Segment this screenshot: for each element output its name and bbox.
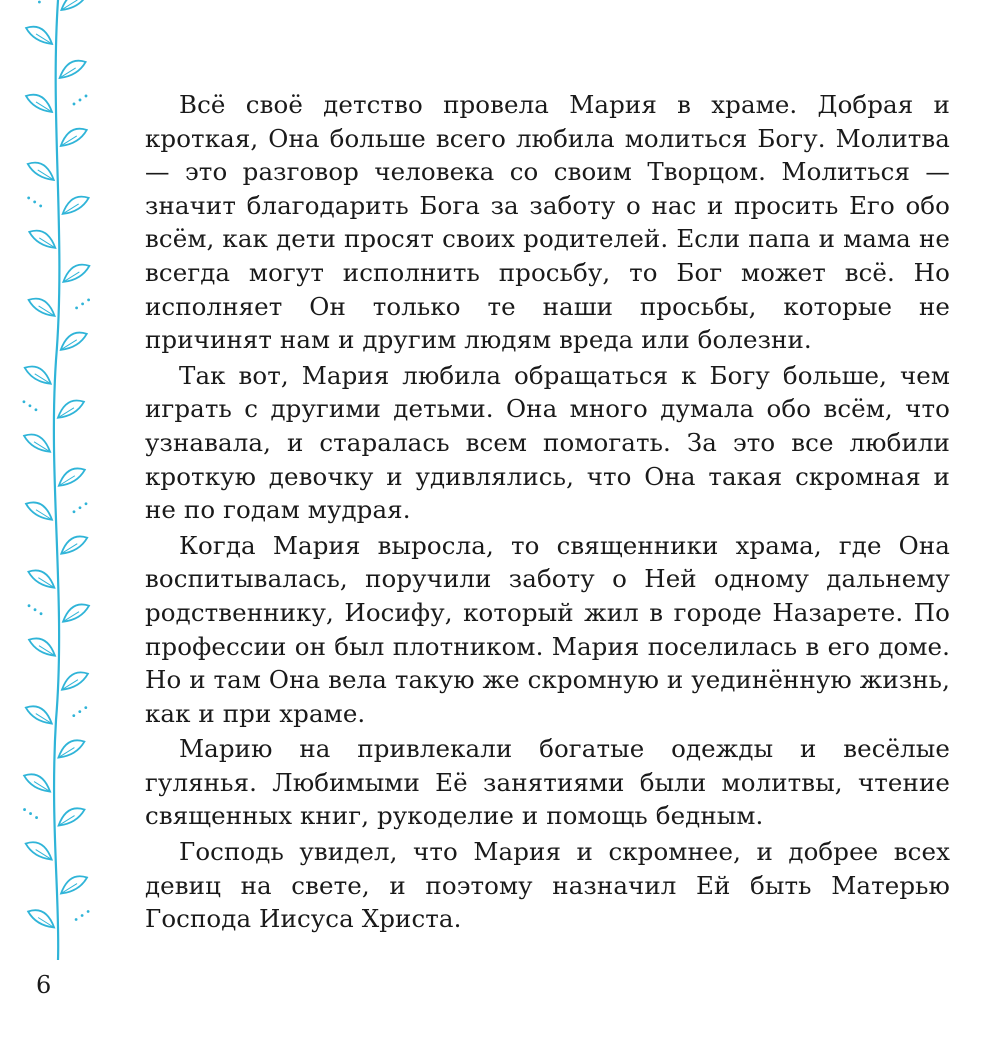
vine-dot — [87, 910, 90, 913]
vine-dot — [29, 812, 32, 815]
vine-dot — [84, 706, 87, 709]
vine-dot — [79, 99, 82, 102]
vine-dot — [38, 1, 41, 4]
paragraph-5: Господь увидел, что Мария и скромнее, и добрее всех девиц на свете, и поэтому назначил Ей быть Матерью Господа Иисуса Христа. — [145, 837, 950, 934]
vine-dot — [81, 302, 84, 305]
vine-dot — [85, 502, 88, 505]
vine-dot — [79, 506, 82, 509]
leafy-vine-icon — [0, 0, 110, 960]
vine-dot — [27, 197, 30, 200]
vine-dot — [28, 604, 31, 607]
vine-dot — [75, 918, 78, 921]
paragraph-3: Когда Мария выросла, то священники храма, где Она воспитывалась, поручили заботу о Ней одному дальнему родственнику, Иосифу, который жил в городе Назарете. По профессии он был плотником. Мария поселилась в его доме. Но и там Она вела такую же скромную и уединённую жизнь, как и при храме. — [145, 530, 950, 728]
vine-dot — [23, 808, 26, 811]
vine-dot — [35, 408, 38, 411]
vine-dot — [75, 306, 78, 309]
vine-dot — [33, 201, 36, 204]
paragraph-2: Так вот, Мария любила обращаться к Богу больше, чем играть с другими детьми. Она много думала обо всём, что узнавала, и старалась всем помогать. За это все любили кроткую девочку и удивлялись, что Она такая скромная и не по годам мудрая. — [145, 360, 950, 525]
vine-dot — [72, 714, 75, 717]
page-number: 6 — [36, 971, 52, 999]
vine-dot — [85, 95, 88, 98]
paragraph-1: Всё своё детство провела Мария в храме. Добрая и кроткая, Она больше всего любила молиться Богу. Молитва — это разговор человека со своим Творцом. Молиться — значит благодарить Бога за заботу о нас и просить Его обо всём, как дети просят своих родителей. Если папа и мама не всегда могут исполнить просьбу, то Бог может всё. Но исполняет Он только те наши просьбы, которые не причинят нам и другим людям вреда или болезни. — [145, 90, 950, 355]
vine-dot — [73, 103, 76, 106]
vine-dot — [34, 608, 37, 611]
vine-dot — [39, 205, 42, 208]
vine-dot — [81, 914, 84, 917]
vine-dot — [23, 400, 26, 403]
vine-stem — [54, 0, 60, 960]
vine-dot — [73, 510, 76, 513]
vine-dot — [40, 612, 43, 615]
vine-dot — [87, 298, 90, 301]
vine-dot — [78, 710, 81, 713]
article-text — [145, 88, 950, 938]
paragraph-4: Марию на привлекали богатые одежды и весёлые гулянья. Любимыми Её занятиями были молитвы, чтение священных книг, рукоделие и помощь бедным. — [145, 734, 950, 831]
vine-dot — [35, 816, 38, 819]
vine-dot — [29, 404, 32, 407]
